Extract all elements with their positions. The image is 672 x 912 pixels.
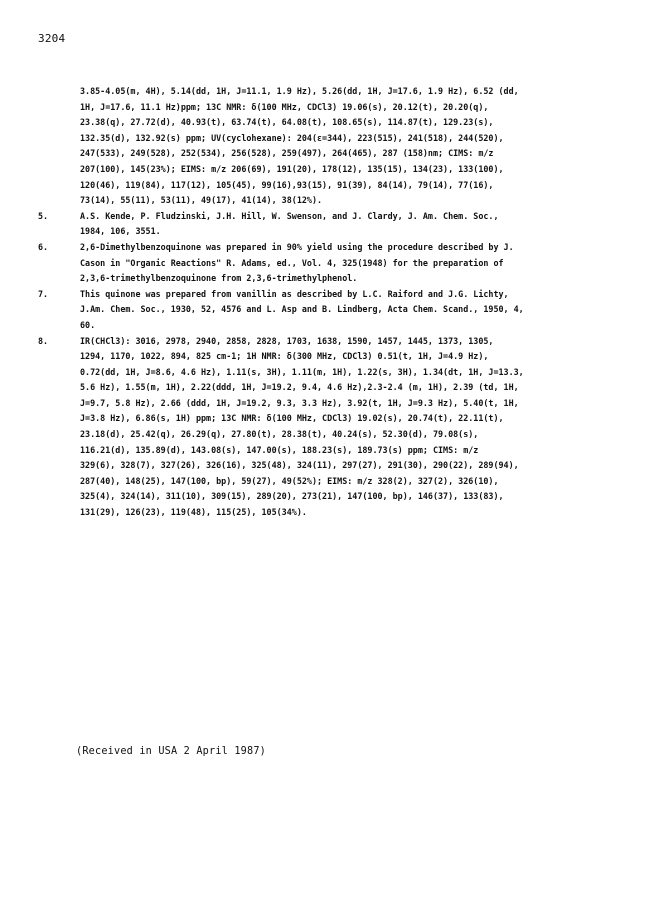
text-line: 116.21(d), 135.89(d), 143.08(s), 147.00(s), 188.23(s), 189.73(s) ppm; CIMS: m/z [80, 444, 479, 455]
text-line: 0.72(dd, 1H, J=8.6, 4.6 Hz), 1.11(s, 3H), 1.11(m, 1H), 1.22(s, 3H), 1.34(dt, 1H, J=13.3, [80, 366, 524, 377]
text-line: 23.38(q), 27.72(d), 40.93(t), 63.74(t), 64.08(t), 108.65(s), 114.87(t), 129.23(s), [80, 117, 494, 128]
text-line: 73(14), 55(11), 53(11), 49(17), 41(14), 38(12%). [80, 195, 323, 206]
text-line: 1294, 1170, 1022, 894, 825 cm-1; 1H NMR: δ(300 MHz, CDCl3) 0.51(t, 1H, J=4.9 Hz), [80, 351, 489, 362]
page-number: 3204 [38, 32, 66, 45]
reference-8 [38, 334, 638, 521]
text-line: 2,3,6-trimethylbenzoquinone from 2,3,6-trimethylphenol. [80, 273, 358, 284]
text-line: 5.6 Hz), 1.55(m, 1H), 2.22(ddd, 1H, J=19.2, 9.4, 4.6 Hz),2.3-2.4 (m, 1H), 2.39 (td, 1H, [80, 382, 519, 393]
notes-text [38, 84, 638, 521]
text-line: 1984, 106, 3551. [80, 226, 161, 237]
reference-number: 5. [38, 210, 49, 221]
reference-number: 6. [38, 241, 49, 252]
text-line: 23.18(d), 25.42(q), 26.29(q), 27.80(t), 28.38(t), 40.24(s), 52.30(d), 79.08(s), [80, 429, 479, 440]
text-line: J.Am. Chem. Soc., 1930, 52, 4576 and L. Asp and B. Lindberg, Acta Chem. Scand., 1950, 4, [80, 304, 524, 315]
reference-5 [38, 209, 638, 240]
reference-6 [38, 240, 638, 287]
text-line: 1H, J=17.6, 11.1 Hz)ppm; 13C NMR: δ(100 MHz, CDCl3) 19.06(s), 20.12(t), 20.20(q), [80, 101, 489, 112]
text-line: 329(6), 328(7), 327(26), 326(16), 325(48), 324(11), 297(27), 291(30), 290(22), 289(94), [80, 460, 519, 471]
received-date: (Received in USA 2 April 1987) [76, 746, 267, 757]
text-line: 131(29), 126(23), 119(48), 115(25), 105(34%). [80, 507, 307, 518]
text-line: J=3.8 Hz), 6.86(s, 1H) ppm; 13C NMR: δ(100 MHz, CDCl3) 19.02(s), 20.74(t), 22.11(t), [80, 413, 504, 424]
text-line: 207(100), 145(23%); EIMS: m/z 206(69), 191(20), 178(12), 135(15), 134(23), 133(100), [80, 163, 504, 174]
text-line: 132.35(d), 132.92(s) ppm; UV(cyclohexane): 204(ε=344), 223(515), 241(518), 244(520), [80, 132, 504, 143]
reference-7 [38, 287, 638, 334]
reference-number: 8. [38, 335, 49, 346]
text-line: 3.85-4.05(m, 4H), 5.14(dd, 1H, J=11.1, 1.9 Hz), 5.26(dd, 1H, J=17.6, 1.9 Hz), 6.52 (dd, [80, 86, 519, 96]
text-line: J=9.7, 5.8 Hz), 2.66 (ddd, 1H, J=19.2, 9.3, 3.3 Hz), 3.92(t, 1H, J=9.3 Hz), 5.40(t, 1H, [80, 397, 519, 408]
text-line: 2,6-Dimethylbenzoquinone was prepared in 90% yield using the procedure described by J. [80, 241, 514, 252]
text-line: This quinone was prepared from vanillin as described by L.C. Raiford and J.G. Lichty, [80, 288, 509, 299]
text-line: Cason in "Organic Reactions" R. Adams, ed., Vol. 4, 325(1948) for the preparation of [80, 257, 504, 268]
text-line: 287(40), 148(25), 147(100, bp), 59(27), 49(52%); EIMS: m/z 328(2), 327(2), 326(10), [80, 475, 499, 486]
text-line: A.S. Kende, P. Fludzinski, J.H. Hill, W. Swenson, and J. Clardy, J. Am. Chem. Soc., [80, 210, 499, 221]
text-line: 120(46), 119(84), 117(12), 105(45), 99(16),93(15), 91(39), 84(14), 79(14), 77(16), [80, 179, 494, 190]
text-line: IR(CHCl3): 3016, 2978, 2940, 2858, 2828, 1703, 1638, 1590, 1457, 1445, 1373, 1305, [80, 335, 494, 346]
text-line: 247(533), 249(528), 252(534), 256(528), 259(497), 264(465), 287 (158)nm; CIMS: m/z [80, 148, 494, 159]
text-line: 325(4), 324(14), 311(10), 309(15), 289(20), 273(21), 147(100, bp), 146(37), 133(83), [80, 491, 504, 502]
reference-number: 7. [38, 288, 49, 299]
note-4-continuation [38, 84, 638, 209]
text-line: 60. [80, 319, 96, 330]
